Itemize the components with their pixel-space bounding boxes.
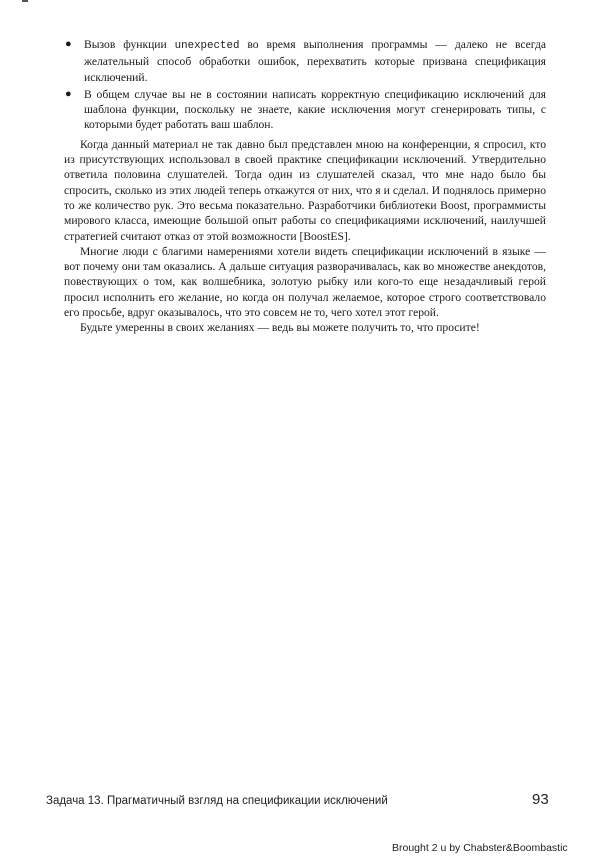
bullet-item [64, 87, 546, 133]
running-footer-title: Задача 13. Прагматичный взгляд на спецификации исключений [46, 795, 388, 807]
bullet-dot-icon: ● [65, 38, 72, 50]
body-text [64, 37, 546, 336]
code-unexpected: unexpected [174, 40, 240, 52]
paragraph: Когда данный материал не так давно был представлен мною на конференции, я спросил, кто из присутствующих использовал в своей практике спецификации исключений. Утвердительно ответила половина слушателей. Тогда один из слушателей сказал, что мне надо было бы спросить, сколько из этих людей теперь откажутся от них, что я и сделал. И поднялось примерно то же количество рук. Это весьма показательно. Разработчики библиотеки Boost, программисты мирового класса, имеющие большой опыт работы со спецификациями исключений, наилучшей стратегией считают отказ от этой возможности [BoostES]. [64, 137, 546, 243]
paragraph: Многие люди с благими намерениями хотели видеть спецификации исключений в языке — вот почему они там оказались. А дальше ситуация разворачивалась, как во множестве анекдотов, повествующих о том, как волшебника, золотую рыбку или кого-то еще незадачливый герой просил исполнить его желание, но когда он получал желаемое, которое строго соответствовало его просьбе, вдруг оказывалось, что это совсем не то, чего хотел этот герой. [64, 244, 546, 320]
bullet-text-post: во время выполнения программы — далеко не всегда желательный способ обработки ошибок, перехватить которые призвана спецификация исключений. [84, 38, 547, 84]
bullet-item [64, 37, 546, 85]
scan-watermark: Brought 2 u by Chabster&Boombastic [392, 842, 568, 854]
bullet-dot-icon: ● [65, 87, 72, 100]
paragraph: Будьте умеренны в своих желаниях — ведь вы можете получить то, что просите! [80, 321, 480, 335]
scan-mark [22, 0, 28, 2]
page-number: 93 [532, 791, 549, 808]
bullet-text: В общем случае вы не в состоянии написать корректную спецификацию исключений для шаблона функции, поскольку не знаете, какие исключения могут сгенерировать типы, с которыми будет работать ваш шаблон. [84, 87, 546, 132]
bullet-text-pre: Вызов функции [84, 38, 175, 51]
